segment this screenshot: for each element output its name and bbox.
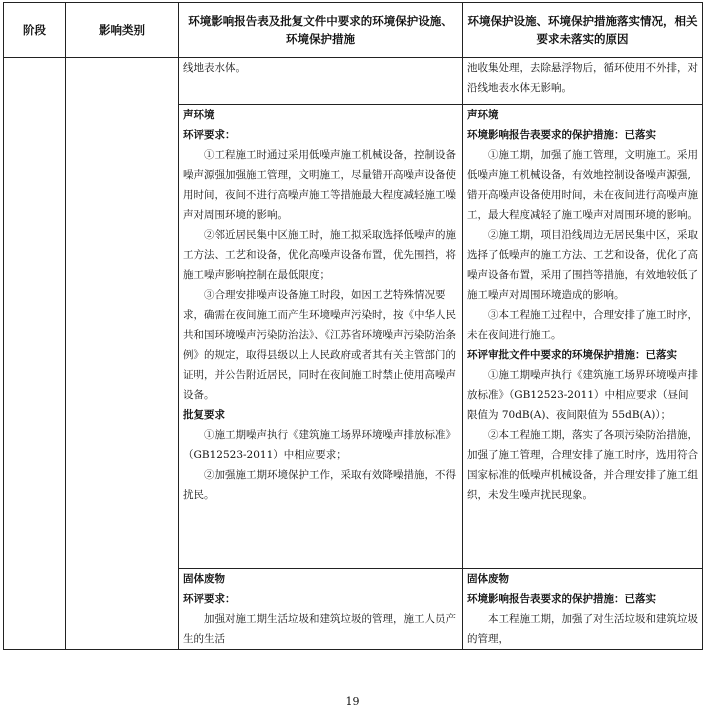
waste-impl-subheading: 环境影响报告表要求的保护措施：已落实 (467, 593, 656, 605)
noise-req-item-1: ①工程施工时通过采用低噪声施工机械设备，控制设备噪声源强加强施工管理，文明施工，尽量错开高噪声设备使用时间，夜间不进行高噪声施工等措施最大程度减轻施工噪声对周围环境的影响。 (183, 149, 456, 221)
header-required-measures: 环境影响报告表及批复文件中要求的环境保护设施、环境保护措施 (179, 3, 463, 58)
noise-req-title: 声环境 (183, 109, 215, 121)
measures-table (3, 2, 703, 650)
waste-impl-item-1: 本工程施工期，加强了对生活垃圾和建筑垃圾的管理， (467, 613, 698, 645)
noise-req-item-5: ②加强施工期环境保护工作，采取有效降噪措施，不得扰民。 (183, 469, 456, 501)
noise-implementation-cell (463, 105, 703, 569)
noise-req-item-2: ②邻近居民集中区施工时，施工拟采取选择低噪声的施工方法、工艺和设备，优化高噪声设备布置，优先围挡，将施工噪声影响控制在最低限度； (183, 229, 456, 281)
noise-impl-item-2: ②施工期，项目沿线周边无居民集中区，采取选择了低噪声的施工方法、工艺和设备，优化了高噪声设备布置，采用了围挡等措施，有效地较低了施工噪声对周围环境造成的影响。 (467, 229, 698, 301)
stage-cell (4, 58, 66, 650)
waste-req-item-1: 加强对施工期生活垃圾和建筑垃圾的管理，施工人员产生的生活 (183, 613, 456, 645)
header-implementation-status: 环境保护设施、环境保护措施落实情况，相关要求未落实的原因 (463, 3, 703, 58)
water-implementation-text: 池收集处理，去除悬浮物后，循环使用不外排，对沿线地表水体无影响。 (467, 62, 698, 94)
noise-requirement-cell (179, 105, 463, 569)
noise-impl-title: 声环境 (467, 109, 499, 121)
page-number: 19 (345, 695, 360, 708)
water-implementation-cell (463, 58, 703, 105)
noise-req-item-3: ③合理安排噪声设备施工时段，如因工艺特殊情况要求，确需在夜间施工而产生环境噪声污染时，按《中华人民共和国环境噪声污染防治法》、《江苏省环境噪声污染防治条例》的规定，取得县级以上人民政府或者其有关主管部门的证明，并公告附近居民，同时在夜间施工时禁止使用高噪声设备。 (183, 289, 456, 401)
noise-impl-subheading-approval: 环评审批文件中要求的环境保护措施：已落实 (467, 349, 677, 361)
header-impact-category: 影响类别 (66, 3, 179, 58)
header-stage: 阶段 (4, 3, 66, 58)
noise-req-item-4: ①施工期噪声执行《建筑施工场界环境噪声排放标准》（GB12523-2011）中相应要求； (183, 429, 456, 461)
waste-impl-title: 固体废物 (467, 573, 509, 585)
waste-requirement-cell (179, 569, 463, 650)
waste-req-subheading: 环评要求： (183, 593, 236, 605)
waste-implementation-cell (463, 569, 703, 650)
noise-impl-item-5: ②本工程施工期，落实了各项污染防治措施，加强了施工管理，合理安排了施工时序，选用符合国家标准的低噪声机械设备，并合理安排了施工组织，未发生噪声扰民现象。 (467, 429, 698, 501)
noise-req-subheading-approval: 批复要求 (183, 409, 225, 421)
table-header-row (4, 3, 703, 58)
noise-impl-item-4: ①施工期噪声执行《建筑施工场界环境噪声排放标准》（GB12523-2011）中相应要求（昼间限值为 70dB(A)、夜间限值为 55dB(A)）； (467, 369, 698, 421)
category-cell (66, 58, 179, 650)
table-row-water (4, 58, 703, 105)
water-requirement-cell (179, 58, 463, 105)
noise-impl-item-3: ③本工程施工过程中，合理安排了施工时序，未在夜间进行施工。 (467, 309, 698, 341)
noise-req-subheading-eia: 环评要求： (183, 129, 236, 141)
water-requirement-text: 线地表水体。 (183, 62, 246, 74)
waste-req-title: 固体废物 (183, 573, 225, 585)
noise-impl-subheading-eia: 环境影响报告表要求的保护措施：已落实 (467, 129, 656, 141)
noise-impl-item-1: ①施工期，加强了施工管理，文明施工。采用低噪声施工机械设备，有效地控制设备噪声源强, 错开高噪声设备使用时间，未在夜间进行高噪声施工，最大程度减轻了施工噪声对周围环境的影响。 (467, 149, 698, 221)
